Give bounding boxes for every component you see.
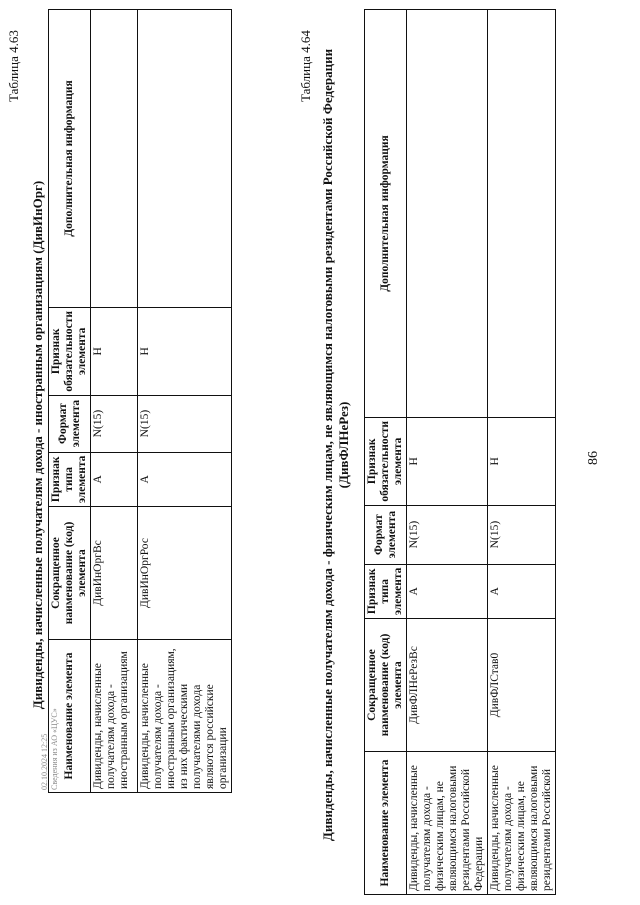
stamp-line: 02.10.2024 12:25 [40,733,49,790]
cell-element-name: Дивиденды, начисленные получателям дохода - физическим лицам, не являющимся налоговыми резидентами Российской Федерации [407,752,488,895]
header-element-name: Наименование элемента [365,752,407,895]
cell-required: Н [407,418,488,506]
header-short-name: Сокращенное наименование (код) элемента [365,619,407,752]
header-type: Признак типа элемента [365,564,407,618]
cell-element-name: Дивиденды, начисленные получателям дохода - иностранным организациям, из них фактическими получателями дохода являются российские организации [138,640,232,793]
cell-format: N(15) [91,395,138,452]
cell-type: А [488,564,556,618]
table-464-title: Дивиденды, начисленные получателям дохода - физическим лицам, не являющимся налоговыми резидентами Российской Федерации (ДивФЛНеРез) [320,48,351,842]
cell-short-name: ДивФЛСтав0 [488,619,556,752]
table-row [407,10,488,895]
table-463 [48,9,232,793]
header-additional-info: Дополнительная информация [365,10,407,418]
table-463-label: Таблица 4.63 [6,30,21,102]
cell-element-name: Дивиденды, начисленные получателям дохода - иностранным организациям [91,640,138,793]
header-type: Признак типа элемента [49,452,91,506]
header-additional-info: Дополнительная информация [49,10,91,308]
cell-short-name: ДивИнОргРос [138,507,232,640]
cell-short-name: ДивФЛНеРезВс [407,619,488,752]
cell-required: Н [488,418,556,506]
cell-short-name: ДивИнОргВс [91,507,138,640]
cell-additional-info [488,10,556,418]
cell-additional-info [91,10,138,308]
document-stamp [40,708,60,790]
table-row [138,10,232,793]
cell-additional-info [138,10,232,308]
cell-type: А [91,452,138,506]
cell-element-name: Дивиденды, начисленные получателям дохода - физическим лицам, не являющимся налоговыми резидентами Российской [488,752,556,895]
cell-type: А [138,452,232,506]
header-short-name: Сокращенное наименование (код) элемента [49,507,91,640]
cell-format: N(15) [138,395,232,452]
table-464 [364,9,556,895]
stamp-line: Сведения из АО «ЦУС» [50,708,59,790]
table-463-title: Дивиденды, начисленные получателям дохода - иностранным организациям (ДивИнОрг) [30,180,45,710]
header-required: Признак обязательности элемента [49,308,91,396]
header-format: Формат элемента [49,395,91,452]
page-number: 86 [586,451,601,465]
table-header-row [365,10,407,895]
cell-required: Н [91,308,138,396]
table-464-label: Таблица 4.64 [298,30,313,102]
table-header-row [49,10,91,793]
header-required: Признак обязательности элемента [365,418,407,506]
header-format: Формат элемента [365,505,407,564]
table-row [91,10,138,793]
cell-required: Н [138,308,232,396]
header-element-name: Наименование элемента [49,640,91,793]
cell-format: N(15) [407,505,488,564]
cell-format: N(15) [488,505,556,564]
table-row [488,10,556,895]
cell-additional-info [407,10,488,418]
cell-type: А [407,564,488,618]
